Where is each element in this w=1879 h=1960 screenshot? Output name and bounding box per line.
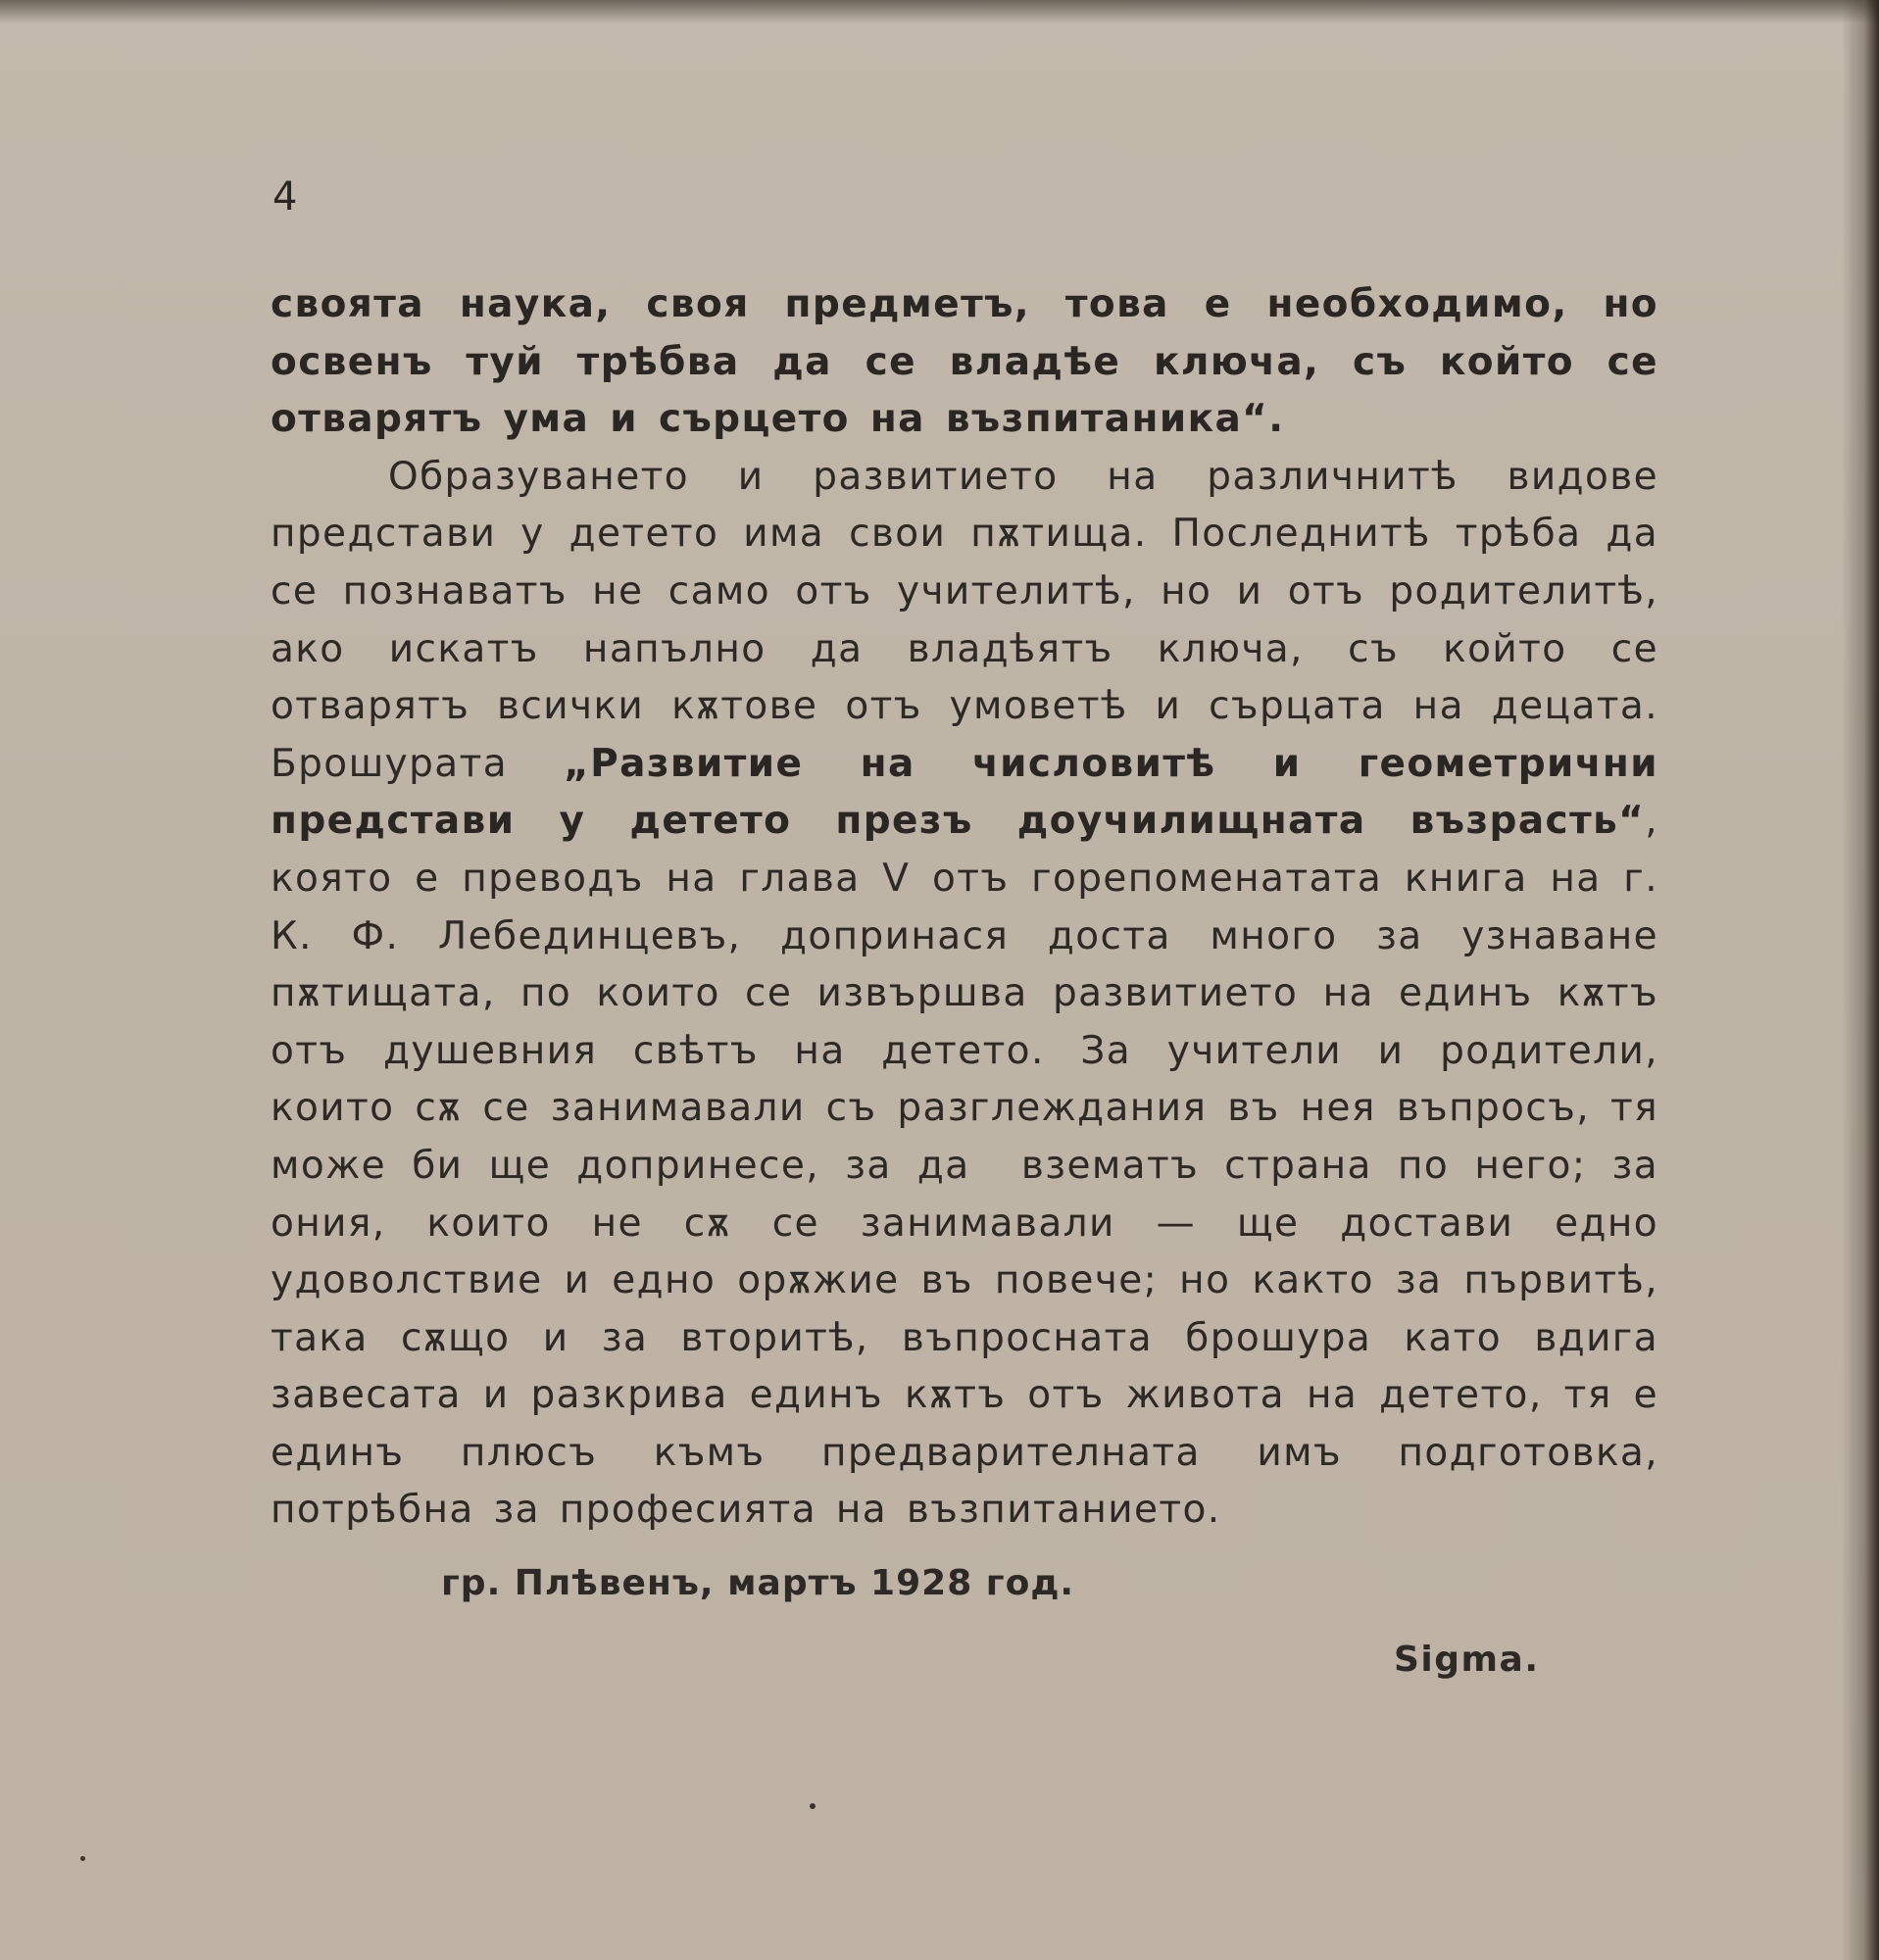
paragraph-2	[271, 449, 1658, 1540]
paper-speck	[810, 1803, 816, 1809]
paragraph-2-start: Образуването и развитието на различнитѣ видове представи у детето има свои пѫтища. Последнитѣ трѣба да се познаватъ не само отъ учителитѣ, но и отъ родителитѣ, ако искатъ напълно да владѣятъ ключа, съ който се отварятъ всички кѫтове отъ умоветѣ и сърцата на децата. Брошурата	[271, 454, 1658, 786]
body-text	[271, 276, 1658, 1540]
paper-speck	[80, 1856, 85, 1861]
signature: Sigma.	[1394, 1640, 1540, 1680]
place-date: гр. Плѣвенъ, мартъ 1928 год.	[441, 1563, 1075, 1603]
page-spine-shadow	[1842, 0, 1879, 1960]
paragraph-2-end: , която е преводъ на глава V отъ горепоменатата книга на г. К. Ф. Лебединцевъ, допринася доста много за узнаване пѫтищата, по които се извършва развитието на единъ кѫтъ отъ душевния свѣтъ на детето. За учители и родители, които сѫ се занимавали съ разглеждания въ нея въпросъ, тя може би ще допринесе, за да ‍ взематъ страна по него; за ония, които не сѫ се занимавали — ще достави едно удоволствие и едно орѫжие въ повече; но както за първитѣ, така сѫщо и за вторитѣ, въпросната брошура като вдига завесата и разкрива единъ кѫтъ отъ живота на детето, тя е единъ плюсъ къмъ предварителната имъ подготовка, потрѣбна за професията на възпитанието.	[271, 799, 1658, 1533]
brochure-title: „Развитие на числовитѣ и геометрични представи у детето презъ доучилищната възрасть“	[271, 741, 1658, 844]
page-top-shadow	[0, 0, 1879, 24]
paragraph-1: своята наука, своя предметъ, това е необходимо, но освенъ туй трѣбва да се владѣе ключа, съ който се отварятъ ума и сърцето на възпитаника“.	[271, 282, 1658, 442]
page-number: 4	[272, 174, 298, 220]
